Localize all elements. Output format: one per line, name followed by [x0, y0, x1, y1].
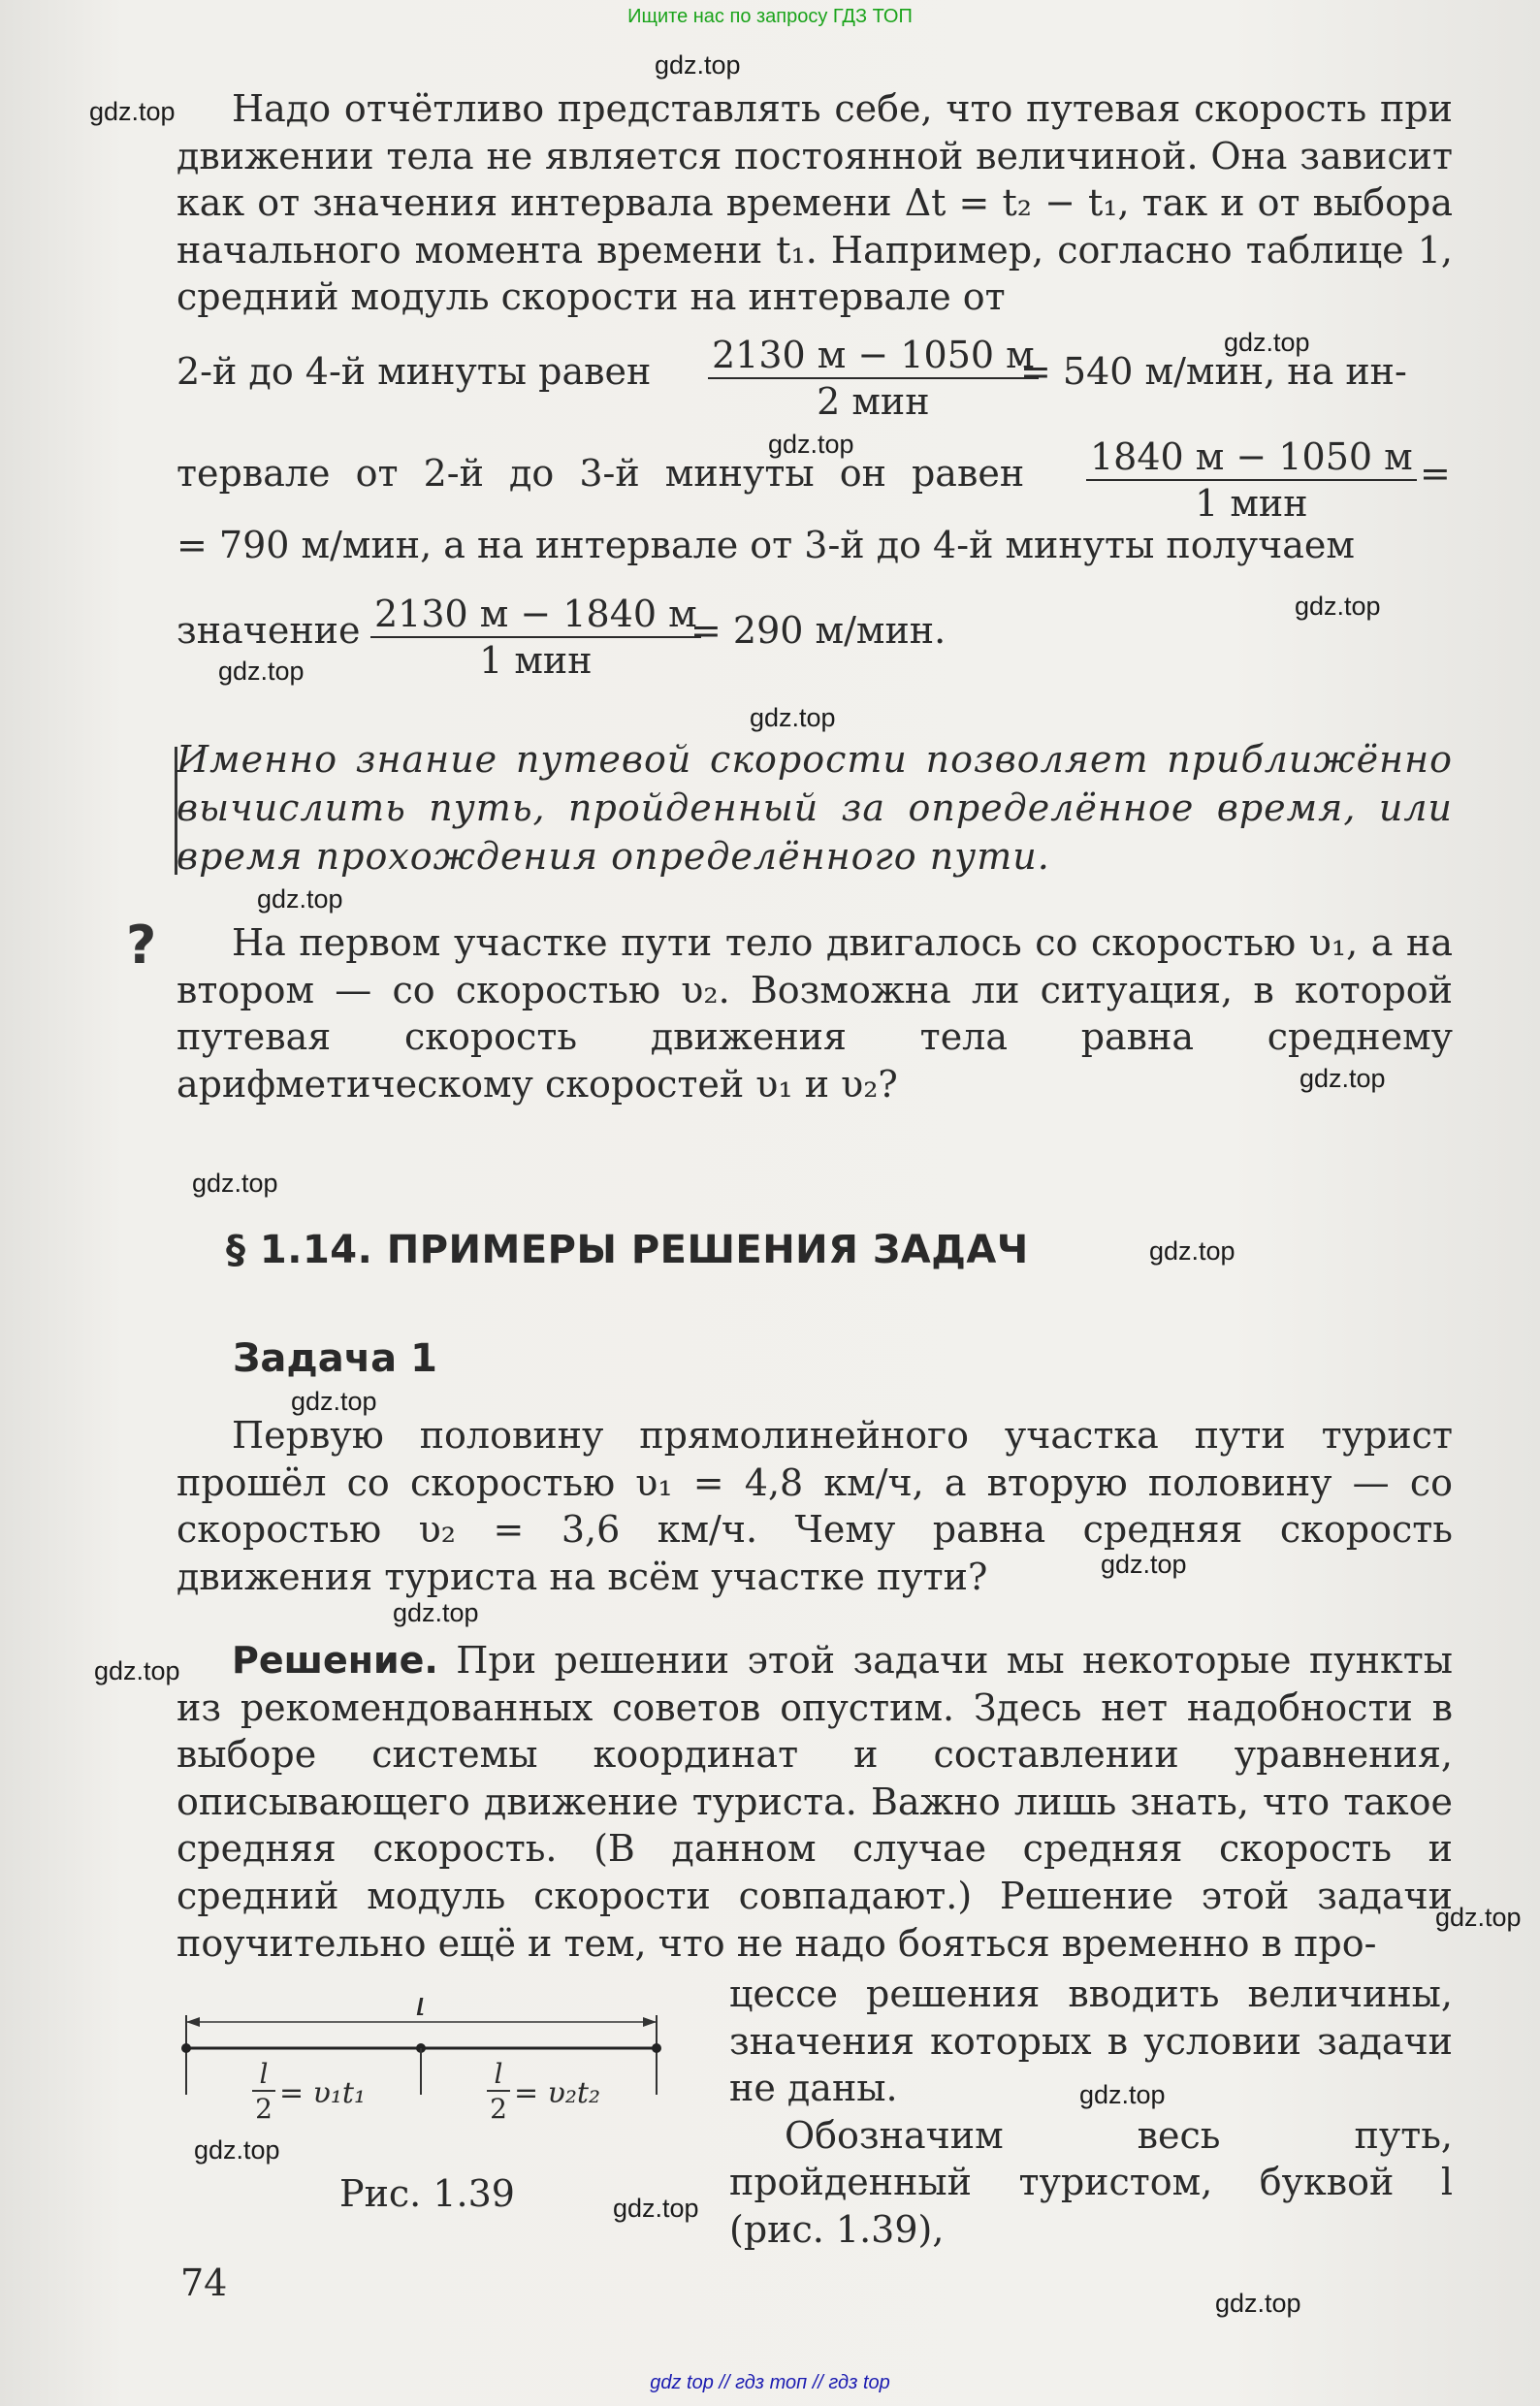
top-banner[interactable]: Ищите нас по запросу ГДЗ ТОП [627, 6, 913, 27]
watermark: gdz.top [1435, 1903, 1522, 1932]
fraction [1086, 434, 1417, 526]
watermark: gdz.top [1224, 328, 1310, 357]
section-title: § 1.14. ПРИМЕРЫ РЕШЕНИЯ ЗАДАЧ [226, 1228, 1029, 1272]
solution-right-column [729, 1971, 1453, 2254]
watermark: gdz.top [1215, 2289, 1301, 2318]
fraction-numerator: 2130 м − 1840 м [370, 592, 701, 638]
question-text: На первом участке пути тело двигалось со скоростью υ₁, а на втором — со скоростью υ₂. Возможна ли ситуация, в которой путевая скорость движения тела равна среднему арифметическому скоростей υ₁ и υ₂? [176, 921, 1453, 1106]
left-fraction-num: l [259, 2058, 269, 2090]
formula-post: = 540 м/мин, на ин- [1020, 350, 1407, 393]
watermark: gdz.top [218, 657, 305, 686]
right-fraction-den: 2 [490, 2093, 507, 2125]
solution-text: При решении этой задачи мы некоторые пункты из рекомендованных советов опустим. Здесь нет надобности в выборе системы координат и составлении уравнения, описывающего движение туриста. Важно лишь знать, что такое средняя скорость. (В данном случае средняя скорость и средний модуль скорости совпадают.) Решение этой задачи поучительно ещё и тем, что не надо бояться временно в про- [176, 1639, 1453, 1965]
watermark: gdz.top [94, 1656, 180, 1685]
point-end [652, 2043, 661, 2053]
fraction [370, 592, 701, 683]
watermark: gdz.top [257, 884, 343, 914]
formula-line-c [176, 524, 1453, 572]
task-block [176, 1412, 1453, 1600]
solution-paragraph [176, 1637, 1453, 1967]
task-text: Первую половину прямолинейного участка пути турист прошёл со скоростью υ₁ = 4,8 км/ч, а вторую половину — со скоростью υ₂ = 3,6 км/ч. Чему равна средняя скорость движения туриста на всём участке пути? [176, 1414, 1453, 1598]
task-title: Задача 1 [233, 1336, 437, 1381]
arrow-right-icon [643, 2017, 657, 2027]
solution-last-text: Обозначим весь путь, пройденный туристом, буквой l (рис. 1.39), [729, 2113, 1453, 2251]
total-length-label: l [415, 1998, 427, 2024]
formula-post: = [1420, 452, 1451, 495]
question-icon: ? [126, 914, 157, 976]
watermark: gdz.top [1295, 592, 1381, 621]
fraction-denominator: 1 мин [479, 639, 593, 682]
formula-post: = 290 м/мин. [690, 609, 946, 652]
solution-block [176, 1637, 1453, 1967]
solution-label: Решение. [232, 1639, 438, 1682]
solution-right-text: цессе решения вводить величины, значения которых в условии задачи не даны. [729, 1973, 1453, 2110]
italic-note: Именно знание путевой скорости позволяет приближённо вычислить путь, пройденный за определённое время, или время прохождения определённого пути. [176, 738, 1453, 878]
fraction-denominator: 2 мин [817, 380, 930, 423]
watermark: gdz.top [89, 97, 176, 126]
page-number: 74 [180, 2262, 228, 2304]
formula-text: = 790 м/мин, а на интервале от 3-й до 4-й минуты получаем [176, 524, 1355, 566]
fraction-numerator: 2130 м − 1050 м [708, 333, 1039, 379]
watermark: gdz.top [750, 703, 836, 732]
figure-1-39 [176, 1998, 661, 2133]
watermark: gdz.top [768, 430, 854, 459]
bottom-banner[interactable]: gdz top // гдз топ // гдз top [650, 2372, 890, 2393]
right-equation: = υ₂t₂ [514, 2076, 601, 2110]
formula-pre: 2-й до 4-й минуты равен [176, 350, 652, 393]
question-block [176, 919, 1453, 1107]
fraction [708, 333, 1039, 424]
fraction-numerator: 1840 м − 1050 м [1086, 434, 1417, 481]
paragraph-intro [176, 85, 1453, 321]
watermark: gdz.top [1101, 1550, 1187, 1579]
arrow-left-icon [186, 2017, 200, 2027]
watermark: gdz.top [1149, 1236, 1235, 1266]
watermark: gdz.top [291, 1387, 377, 1416]
watermark: gdz.top [613, 2194, 699, 2223]
watermark: gdz.top [655, 50, 741, 80]
right-fraction-num: l [494, 2058, 503, 2090]
path-diagram [176, 1998, 661, 2133]
watermark: gdz.top [192, 1169, 278, 1198]
watermark: gdz.top [393, 1598, 479, 1627]
left-fraction-den: 2 [255, 2093, 273, 2125]
formula-pre: тервале от 2-й до 3-й минуты он равен [176, 452, 1025, 495]
formula-line-d [176, 592, 1453, 689]
watermark: gdz.top [1299, 1064, 1386, 1093]
watermark: gdz.top [1079, 2080, 1166, 2109]
point-start [181, 2043, 191, 2053]
fraction-denominator: 1 мин [1195, 482, 1308, 525]
figure-caption: Рис. 1.39 [339, 2172, 515, 2215]
paragraph-text: Надо отчётливо представлять себе, что путевая скорость при движении тела не является постоянной величиной. Она зависит как от значения интервала времени Δt = t₂ − t₁, так и от выбора начального момента времени t₁. Например, согласно таблице 1, средний модуль скорости на интервале от [176, 87, 1453, 319]
watermark: gdz.top [194, 2135, 280, 2165]
left-equation: = υ₁t₁ [279, 2076, 367, 2110]
formula-pre: значение [176, 609, 361, 652]
